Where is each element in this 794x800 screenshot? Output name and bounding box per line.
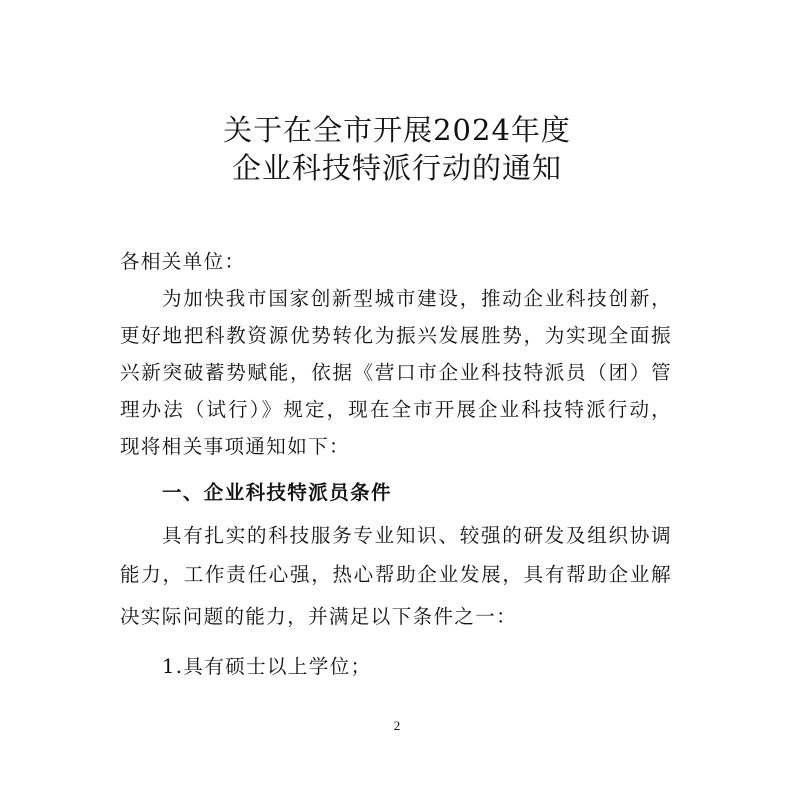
section-1-line-3: 决实际问题的能力，并满足以下条件之一： xyxy=(120,605,518,628)
document-title-line-1: 关于在全市开展2024年度 xyxy=(223,113,571,147)
section-1-line-1: 具有扎实的科技服务专业知识、较强的研发及组织协调 xyxy=(162,524,672,547)
document-title-line-2: 企业科技特派行动的通知 xyxy=(231,151,562,185)
section-1-line-2: 能力，工作责任心强，热心帮助企业发展，具有帮助企业解 xyxy=(120,563,672,586)
list-item-1: 1.具有硕士以上学位； xyxy=(162,655,372,678)
section-1-heading: 一、企业科技特派员条件 xyxy=(162,481,392,504)
paragraph-1-line-1: 为加快我市国家创新型城市建设，推动企业科技创新， xyxy=(162,287,672,310)
salutation: 各相关单位： xyxy=(120,250,246,273)
paragraph-1-line-5: 现将相关事项通知如下： xyxy=(120,435,350,458)
page-number: 2 xyxy=(393,718,401,733)
paragraph-1-line-3: 兴新突破蓄势赋能，依据《营口市企业科技特派员（团）管 xyxy=(120,361,672,384)
paragraph-1-line-4: 理办法（试行）》规定，现在全市开展企业科技特派行动， xyxy=(120,398,672,421)
paragraph-1-line-2: 更好地把科教资源优势转化为振兴发展胜势，为实现全面振 xyxy=(120,324,672,347)
